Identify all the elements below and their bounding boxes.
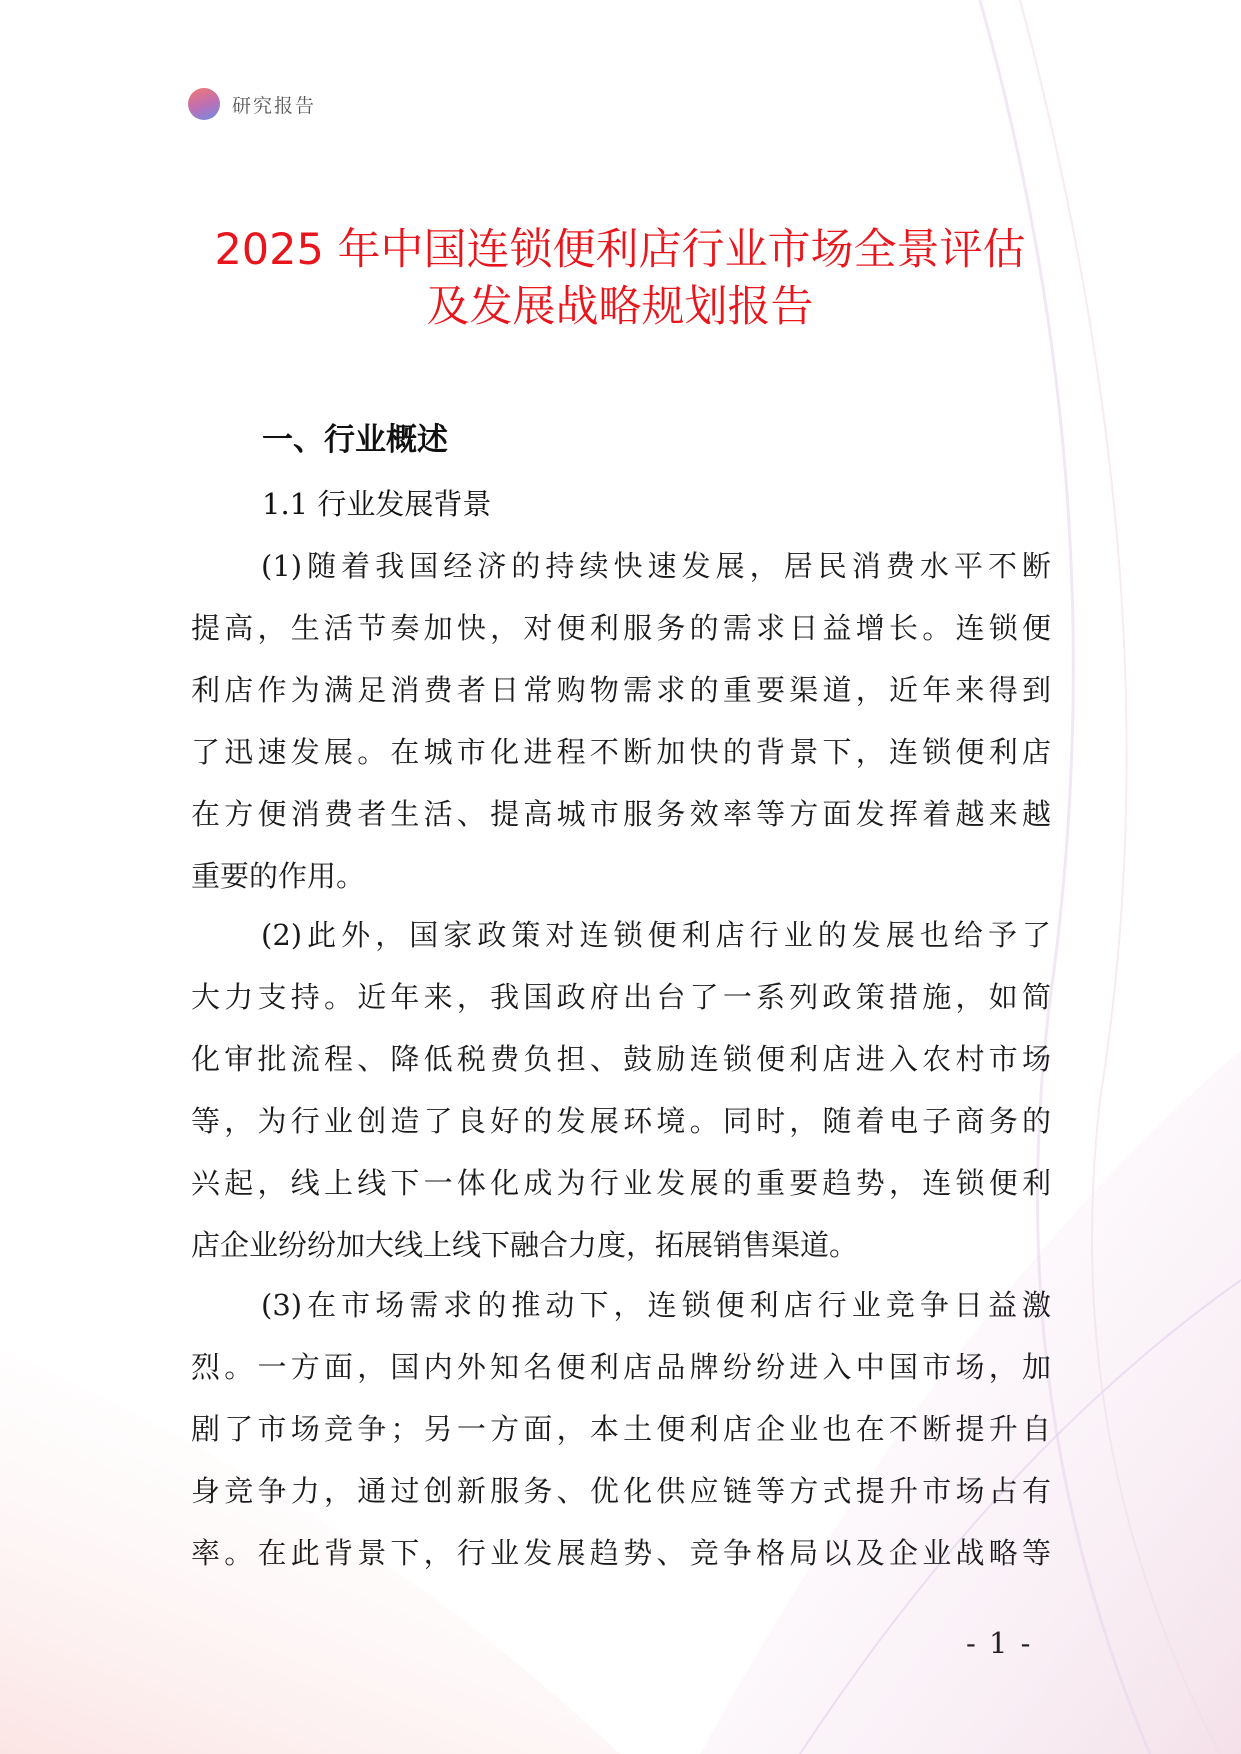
- paragraph-line: (2)此外，国家政策对连锁便利店行业的发展也给予了: [261, 918, 1051, 952]
- report-title-line-2: 及发展战略规划报告: [426, 282, 814, 332]
- header-label: 研究报告: [232, 94, 317, 117]
- paragraph-1: [191, 535, 1051, 907]
- report-title: [150, 222, 1090, 336]
- paragraph-2: [191, 904, 1051, 1276]
- paragraph-line: 身竞争力，通过创新服务、优化供应链等方式提升市场占有: [191, 1474, 1051, 1508]
- report-title-line-1: 2025 年中国连锁便利店行业市场全景评估: [214, 225, 1026, 275]
- section-heading: 一、行业概述: [262, 422, 448, 458]
- paragraph-line: 等，为行业创造了良好的发展环境。同时，随着电子商务的: [191, 1104, 1051, 1138]
- paragraph-line: 率。在此背景下，行业发展趋势、竞争格局以及企业战略等: [191, 1536, 1051, 1570]
- paragraph-line: 店企业纷纷加大线上线下融合力度，拓展销售渠道。: [191, 1228, 859, 1262]
- paragraph-line: 了迅速发展。在城市化进程不断加快的背景下，连锁便利店: [191, 735, 1051, 769]
- report-header: [188, 88, 316, 120]
- paragraph-line: (3)在市场需求的推动下，连锁便利店行业竞争日益激: [261, 1288, 1051, 1322]
- paragraph-line: 剧了市场竞争；另一方面，本土便利店企业也在不断提升自: [191, 1412, 1051, 1446]
- paragraph-line: (1)随着我国经济的持续快速发展，居民消费水平不断: [261, 549, 1051, 583]
- paragraph-line: 化审批流程、降低税费负担、鼓励连锁便利店进入农村市场: [191, 1042, 1051, 1076]
- paragraph-line: 大力支持。近年来，我国政府出台了一系列政策措施，如简: [191, 980, 1051, 1014]
- paragraph-3: [191, 1274, 1051, 1584]
- paragraph-line: 在方便消费者生活、提高城市服务效率等方面发挥着越来越: [191, 797, 1051, 831]
- page-number: - 1 -: [966, 1626, 1033, 1660]
- paragraph-line: 重要的作用。: [191, 859, 366, 893]
- gradient-circle-logo-icon: [188, 88, 220, 120]
- paragraph-line: 烈。一方面，国内外知名便利店品牌纷纷进入中国市场，加: [191, 1350, 1051, 1384]
- subsection-heading: 1.1 行业发展背景: [262, 487, 492, 521]
- paragraph-line: 提高，生活节奏加快，对便利服务的需求日益增长。连锁便: [191, 611, 1051, 645]
- paragraph-line: 兴起，线上线下一体化成为行业发展的重要趋势，连锁便利: [191, 1166, 1051, 1200]
- paragraph-line: 利店作为满足消费者日常购物需求的重要渠道，近年来得到: [191, 673, 1051, 707]
